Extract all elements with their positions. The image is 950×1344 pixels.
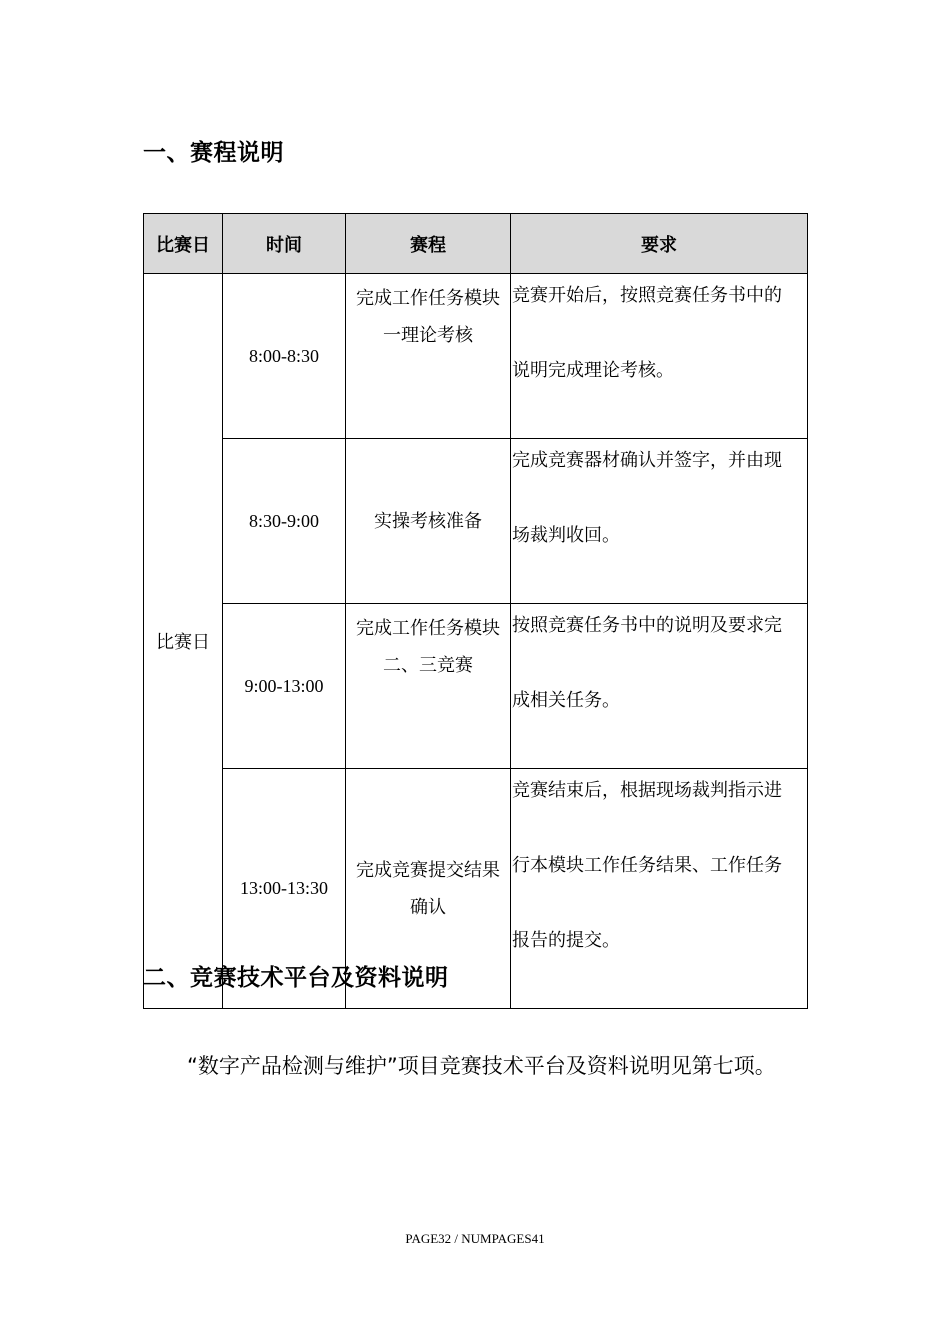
section-heading-schedule: 一、赛程说明	[143, 140, 284, 166]
header-schedule: 赛程	[346, 214, 511, 274]
schedule-line: 确认	[410, 896, 446, 918]
requirement-line: 竞赛结束后，根据现场裁判指示进	[512, 780, 782, 801]
schedule-line: 完成竞赛提交结果	[356, 859, 500, 881]
requirement-line: 行本模块工作任务结果、工作任务	[512, 855, 782, 876]
requirement-line: 竞赛开始后，按照竞赛任务书中的	[512, 285, 782, 306]
schedule-line: 实操考核准备	[374, 510, 482, 532]
header-day: 比赛日	[144, 214, 223, 274]
table-row	[144, 604, 808, 769]
page-number-footer: PAGE32 / NUMPAGES41	[405, 1231, 545, 1246]
requirement-line: 说明完成理论考核。	[512, 360, 674, 381]
requirement-line: 场裁判收回。	[512, 525, 620, 546]
schedule-cell	[346, 274, 511, 439]
day-cell: 比赛日	[144, 274, 223, 1009]
time-cell: 13:00-13:30	[223, 769, 346, 1009]
table-row	[144, 439, 808, 604]
requirement-line: 完成竞赛器材确认并签字，并由现	[512, 450, 782, 471]
schedule-cell	[346, 604, 511, 769]
requirement-line: 报告的提交。	[512, 930, 620, 951]
time-cell: 8:00-8:30	[223, 274, 346, 439]
time-cell: 8:30-9:00	[223, 439, 346, 604]
requirement-cell	[511, 439, 808, 604]
table-header-row	[144, 214, 808, 274]
requirement-cell	[511, 769, 808, 1009]
schedule-cell	[346, 439, 511, 604]
requirement-line: 按照竞赛任务书中的说明及要求完	[512, 615, 782, 636]
header-time: 时间	[223, 214, 346, 274]
schedule-line: 一理论考核	[383, 325, 473, 346]
table-row	[144, 274, 808, 439]
platform-description: “数字产品检测与维护”项目竞赛技术平台及资料说明见第七项。	[187, 1054, 776, 1078]
header-requirement: 要求	[511, 214, 808, 274]
section-heading-platform: 二、竞赛技术平台及资料说明	[143, 965, 449, 991]
time-cell: 9:00-13:00	[223, 604, 346, 769]
schedule-table	[143, 213, 808, 1009]
requirement-line: 成相关任务。	[512, 690, 620, 711]
schedule-line: 二、三竞赛	[383, 655, 473, 676]
schedule-line: 完成工作任务模块	[356, 288, 500, 309]
requirement-cell	[511, 274, 808, 439]
requirement-cell	[511, 604, 808, 769]
schedule-line: 完成工作任务模块	[356, 618, 500, 639]
